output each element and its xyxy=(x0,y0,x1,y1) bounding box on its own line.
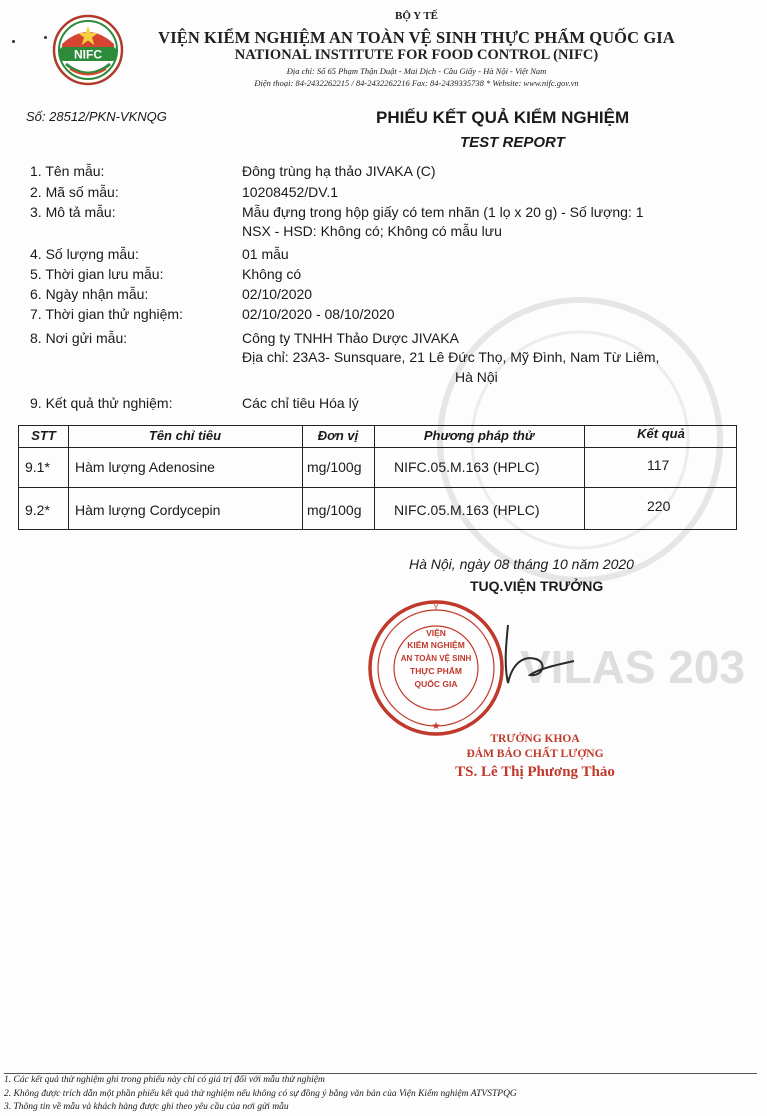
stamp-text: KIỂM NGHIỆM xyxy=(407,640,465,650)
institute-contact: Điện thoại: 84-2432262215 / 84-2432262216 Fax: 84-2439335738 * Website: www.nifc.gov.vn xyxy=(254,78,579,88)
cell-method: NIFC.05.M.163 (HPLC) xyxy=(394,502,540,518)
institute-address: Địa chỉ: Số 65 Phạm Thận Duật - Mai Dịch - Cầu Giấy - Hà Nội - Việt Nam xyxy=(286,66,547,76)
info-label: 3. Mô tả mẫu: xyxy=(30,204,116,220)
cell-result: 220 xyxy=(647,498,671,514)
info-label: 6. Ngày nhận mẫu: xyxy=(30,286,149,302)
report-title: PHIẾU KẾT QUẢ KIỂM NGHIỆM xyxy=(376,108,630,127)
institute-name-vn: VIỆN KIỂM NGHIỆM AN TOÀN VỆ SINH THỰC PHẨM QUỐC GIA xyxy=(158,28,675,47)
report-subtitle: TEST REPORT xyxy=(460,134,565,151)
svg-text:★: ★ xyxy=(431,721,441,732)
footer-note: 3. Thông tin về mẫu và khách hàng được ghi theo yêu cầu của nơi gửi mẫu xyxy=(4,1102,289,1112)
footer-divider xyxy=(4,1073,757,1074)
footer-note: 2. Không được trích dẫn một phần phiếu kết quả thử nghiệm nếu không có sự đồng ý bằng văn bản của Viện Kiểm nghiệm ATVSTPQG xyxy=(4,1089,517,1099)
info-value: NSX - HSD: Không có; Không có mẫu lưu xyxy=(242,223,502,239)
cell-result: 117 xyxy=(647,457,670,473)
column-header: STT xyxy=(31,428,56,443)
info-value: Đông trùng hạ thảo JIVAKA (C) xyxy=(242,163,436,179)
info-value: Không có xyxy=(242,266,302,282)
cell-parameter: Hàm lượng Cordycepin xyxy=(75,502,221,518)
info-label: 7. Thời gian thử nghiệm: xyxy=(30,306,183,322)
info-value: Công ty TNHH Thảo Dược JIVAKA xyxy=(242,330,459,346)
department-name: ĐẢM BẢO CHẤT LƯỢNG xyxy=(466,748,604,760)
department-title: TRƯỞNG KHOA xyxy=(490,733,580,745)
logo-text: NIFC xyxy=(74,47,102,62)
scan-dot xyxy=(12,40,15,43)
column-header: Kết quả xyxy=(637,426,685,441)
info-value: Hà Nội xyxy=(455,369,498,385)
info-value: Mẫu đựng trong hộp giấy có tem nhãn (1 lọ x 20 g) - Số lượng: 1 xyxy=(242,204,644,220)
cell-parameter: Hàm lượng Adenosine xyxy=(75,459,215,475)
document-number: Số: 28512/PKN-VKNQG xyxy=(26,109,167,124)
signing-date: Hà Nội, ngày 08 tháng 10 năm 2020 xyxy=(409,556,634,572)
info-label: 9. Kết quả thử nghiệm: xyxy=(30,395,173,411)
info-value: 02/10/2020 xyxy=(242,286,313,302)
info-label: 2. Mã số mẫu: xyxy=(30,184,119,200)
handwritten-signature xyxy=(478,615,588,695)
info-value: Địa chỉ: 23A3- Sunsquare, 21 Lê Đức Thọ, Mỹ Đình, Nam Từ Liêm, xyxy=(242,349,660,365)
signer-name: TS. Lê Thị Phương Thảo xyxy=(455,764,615,780)
column-header: Đơn vị xyxy=(317,428,359,443)
footer-note: 1. Các kết quả thử nghiệm ghi trong phiếu này chỉ có giá trị đối với mẫu thử nghiệm xyxy=(4,1075,325,1085)
cell-unit: mg/100g xyxy=(307,459,362,475)
info-value: Các chỉ tiêu Hóa lý xyxy=(242,395,359,411)
info-value: 10208452/DV.1 xyxy=(242,184,339,200)
signing-authority: TUQ.VIỆN TRƯỞNG xyxy=(470,578,604,594)
cell-method: NIFC.05.M.163 (HPLC) xyxy=(394,459,540,475)
svg-text:Y: Y xyxy=(433,603,439,612)
column-header: Phương pháp thử xyxy=(423,428,535,443)
nifc-logo-icon xyxy=(52,14,124,86)
ministry-name: BỘ Y TẾ xyxy=(395,10,438,22)
info-label: 5. Thời gian lưu mẫu: xyxy=(30,266,164,282)
info-value: 02/10/2020 - 08/10/2020 xyxy=(242,306,395,322)
info-value: 01 mẫu xyxy=(242,246,289,262)
column-header: Tên chỉ tiêu xyxy=(148,428,222,443)
info-label: 8. Nơi gửi mẫu: xyxy=(30,330,128,346)
info-label: 1. Tên mẫu: xyxy=(30,163,105,179)
watermark-text: VILAS 203 xyxy=(520,641,745,693)
table-rule xyxy=(19,487,736,488)
cell-stt: 9.1* xyxy=(25,459,50,475)
info-label: 4. Số lượng mẫu: xyxy=(30,246,139,262)
stamp-text: VIỆN xyxy=(426,628,446,638)
scan-dot xyxy=(44,36,47,39)
cell-unit: mg/100g xyxy=(307,502,362,518)
results-table xyxy=(18,425,737,530)
stamp-text: THỰC PHẨM xyxy=(410,666,462,676)
stamp-text: QUỐC GIA xyxy=(414,679,458,689)
stamp-text: AN TOÀN VỆ SINH xyxy=(400,654,472,663)
table-rule xyxy=(584,426,585,529)
table-rule xyxy=(19,447,736,448)
cell-stt: 9.2* xyxy=(25,502,50,518)
institute-name-en: NATIONAL INSTITUTE FOR FOOD CONTROL (NIFC) xyxy=(234,47,599,63)
